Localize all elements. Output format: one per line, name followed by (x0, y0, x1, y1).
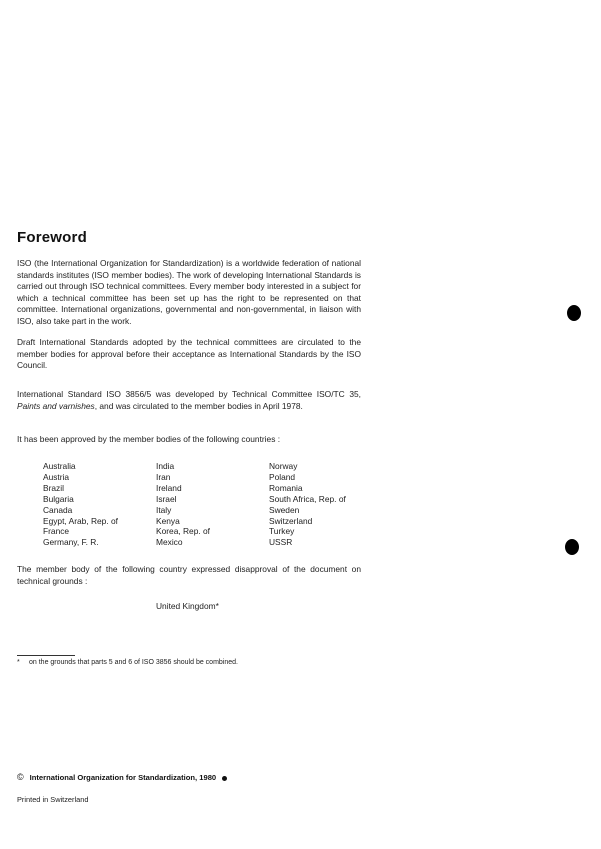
copyright-text: International Organization for Standardization, 1980 (29, 773, 217, 782)
development-text-start: International Standard ISO 3856/5 was developed by Technical Committee ISO/TC 35, (17, 389, 361, 399)
approval-paragraph: Draft International Standards adopted by the technical committees are circulated to the member bodies for approval before their acceptance as International Standards by the ISO Council. (17, 337, 361, 370)
punch-hole-icon (565, 539, 579, 555)
country-name: USSR (269, 537, 293, 548)
countries-column-1 (43, 461, 118, 548)
page-title: Foreword (17, 229, 87, 246)
country-name: India (156, 461, 175, 471)
country-name: Korea, Rep. of (156, 526, 211, 537)
country-name: Sweden (269, 504, 300, 515)
copyright-icon: © (17, 772, 24, 782)
country-name: France (43, 526, 70, 537)
punch-hole-icon (567, 305, 581, 321)
bullet-icon (222, 776, 227, 781)
countries-intro: It has been approved by the member bodies of the following countries : (17, 434, 281, 444)
country-name: Austria (43, 471, 70, 482)
countries-column-2 (156, 461, 210, 548)
footnote-divider (17, 655, 75, 656)
country-name: Egypt, Arab, Rep. of (43, 515, 118, 526)
copyright-line (17, 772, 227, 782)
country-name: Iran (156, 471, 171, 482)
country-name: Canada (43, 504, 73, 515)
country-name: Australia (43, 461, 76, 471)
footnote-marker: * (17, 659, 20, 666)
country-name: Kenya (156, 515, 180, 526)
countries-column-3 (269, 461, 346, 548)
intro-paragraph: ISO (the International Organization for Standardization) is a worldwide federation of national standards institutes (ISO member bodies). The work of developing International Standards is carried out through ISO technical committees. Every member body interested in a subject for which a technical committee has been set up has the right to be represented on that committee. International organizations, governmental and non-governmental, in liaison with ISO, also take part in the work. (17, 258, 361, 326)
country-name: Germany, F. R. (43, 537, 99, 548)
footnote (17, 659, 238, 666)
country-name: Poland (269, 471, 296, 482)
dissenting-country: United Kingdom* (156, 601, 219, 611)
country-name: Romania (269, 482, 303, 493)
country-name: Turkey (269, 526, 295, 537)
country-name: Norway (269, 461, 298, 471)
country-name: Israel (156, 493, 177, 504)
committee-title: Paints and varnishes (17, 400, 95, 411)
country-name: Mexico (156, 537, 183, 548)
development-text-end: , and was circulated to the member bodies in April 1978. (94, 400, 303, 411)
country-name: Italy (156, 504, 172, 515)
country-name: Brazil (43, 482, 64, 493)
footnote-text: on the grounds that parts 5 and 6 of ISO 3856 should be combined. (29, 659, 238, 666)
country-name: South Africa, Rep. of (269, 493, 346, 504)
country-name: Bulgaria (43, 493, 74, 504)
country-name: Switzerland (269, 515, 313, 526)
country-name: Ireland (156, 482, 182, 493)
development-paragraph (17, 389, 361, 412)
disapproval-paragraph: The member body of the following country expressed disapproval of the document on technical grounds : (17, 564, 361, 586)
printed-in: Printed in Switzerland (17, 795, 89, 804)
